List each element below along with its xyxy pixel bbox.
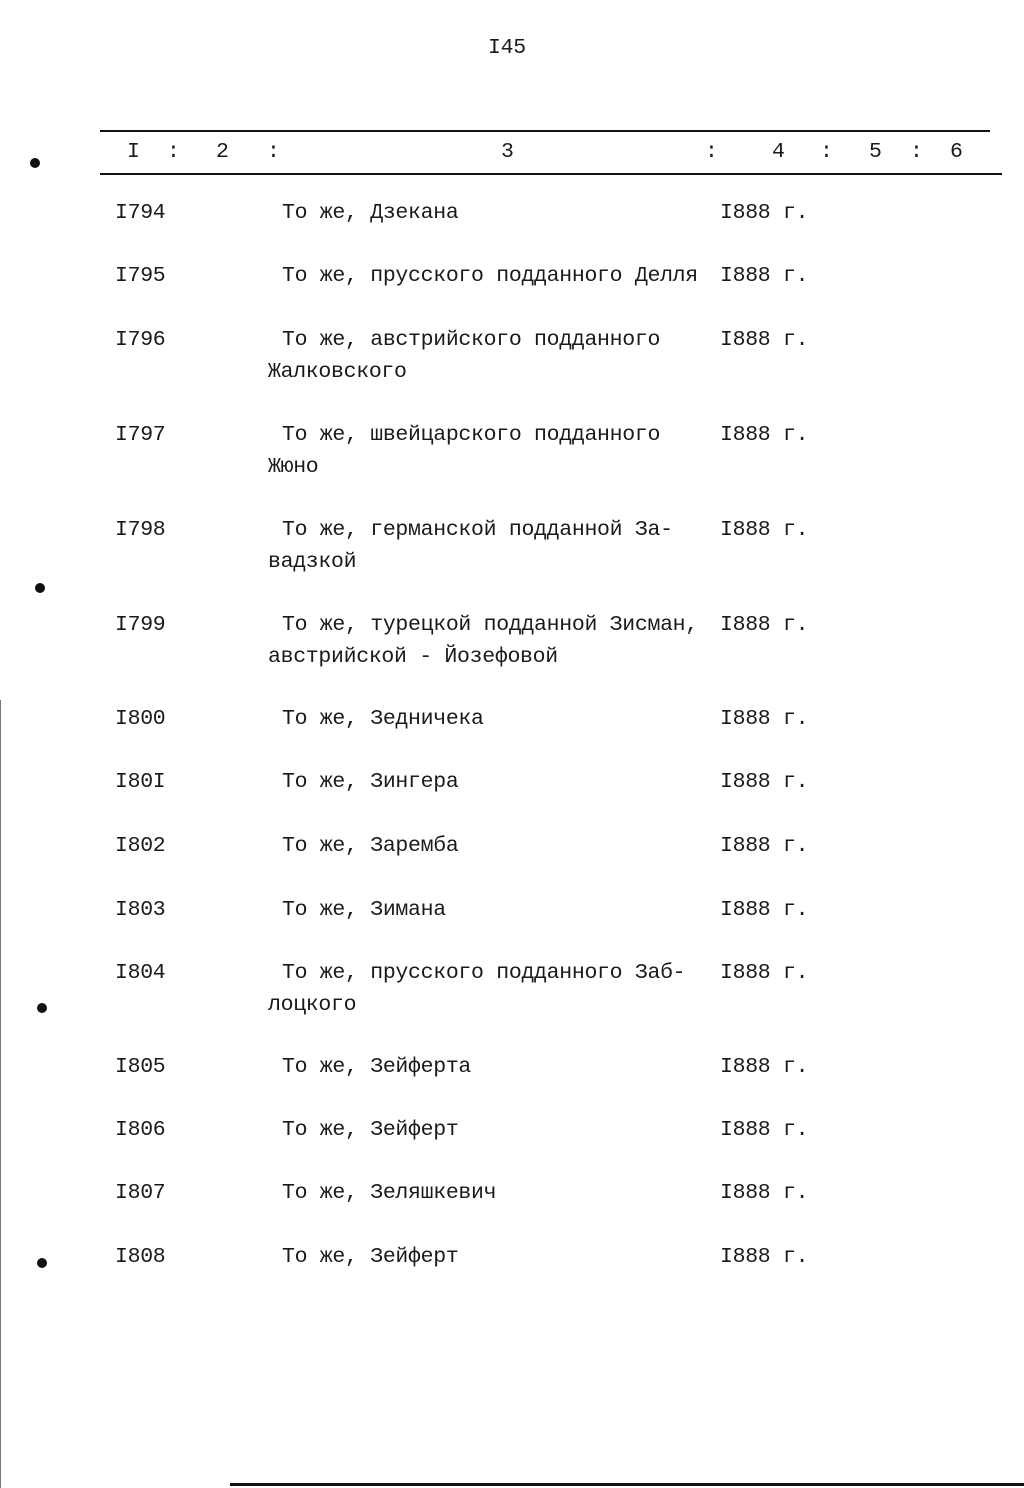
table-row xyxy=(0,960,1024,1020)
item-description: То же, турецкой подданной Зисман, xyxy=(282,613,698,637)
item-year: I888 г. xyxy=(720,1118,809,1142)
item-number: I808 xyxy=(115,1245,166,1269)
item-year: I888 г. xyxy=(720,770,809,794)
item-year: I888 г. xyxy=(720,1181,809,1205)
header-col-3: 3 xyxy=(501,140,514,164)
item-number: I805 xyxy=(115,1055,166,1079)
table-row xyxy=(0,1054,1024,1114)
item-number: I795 xyxy=(115,264,166,288)
item-year: I888 г. xyxy=(720,328,809,352)
item-description: То же, Зедничека xyxy=(282,707,484,731)
item-year: I888 г. xyxy=(720,264,809,288)
header-col-5: 5 xyxy=(869,140,882,164)
header-col-6: 6 xyxy=(950,140,963,164)
bottom-edge-line xyxy=(230,1483,1024,1486)
item-description: То же, Зейферта xyxy=(282,1055,472,1079)
table-row xyxy=(0,706,1024,766)
header-col-1: I xyxy=(127,140,140,164)
table-row xyxy=(0,833,1024,893)
item-description: То же, Заремба xyxy=(282,834,459,858)
item-description: То же, германской подданной За- xyxy=(282,518,673,542)
item-description: То же, австрийского подданного xyxy=(282,328,661,352)
table-row xyxy=(0,517,1024,577)
item-number: I802 xyxy=(115,834,166,858)
item-number: I799 xyxy=(115,613,166,637)
punch-hole-mark xyxy=(37,1003,47,1013)
table-row xyxy=(0,327,1024,387)
item-year: I888 г. xyxy=(720,518,809,542)
item-year: I888 г. xyxy=(720,613,809,637)
header-separator: : xyxy=(267,140,280,164)
header-separator: : xyxy=(820,140,833,164)
item-description-continued: лоцкого xyxy=(268,993,357,1017)
item-description: То же, Зеляшкевич xyxy=(282,1181,497,1205)
item-description: То же, Зингера xyxy=(282,770,459,794)
item-number: I807 xyxy=(115,1181,166,1205)
header-col-4: 4 xyxy=(772,140,785,164)
item-description: То же, Зейферт xyxy=(282,1245,459,1269)
table-row xyxy=(0,200,1024,260)
item-description: То же, прусского подданного Делля xyxy=(282,264,698,288)
item-year: I888 г. xyxy=(720,707,809,731)
table-row xyxy=(0,612,1024,672)
item-number: I803 xyxy=(115,898,166,922)
item-description-continued: вадзкой xyxy=(268,550,357,574)
table-row xyxy=(0,769,1024,829)
table-row xyxy=(0,263,1024,323)
header-top-rule xyxy=(100,130,990,132)
page-number: I45 xyxy=(488,36,526,60)
header-separator: : xyxy=(167,140,180,164)
item-year: I888 г. xyxy=(720,423,809,447)
item-number: I80I xyxy=(115,770,166,794)
item-number: I794 xyxy=(115,201,166,225)
table-row xyxy=(0,1244,1024,1304)
item-description: То же, Зимана xyxy=(282,898,446,922)
item-description: То же, прусского подданного Заб- xyxy=(282,961,686,985)
punch-hole-mark xyxy=(35,583,45,593)
item-year: I888 г. xyxy=(720,1055,809,1079)
item-number: I798 xyxy=(115,518,166,542)
item-year: I888 г. xyxy=(720,201,809,225)
item-year: I888 г. xyxy=(720,1245,809,1269)
item-number: I796 xyxy=(115,328,166,352)
item-number: I800 xyxy=(115,707,166,731)
punch-hole-mark xyxy=(30,158,40,168)
item-description: То же, швейцарского подданного xyxy=(282,423,661,447)
item-year: I888 г. xyxy=(720,898,809,922)
item-number: I804 xyxy=(115,961,166,985)
header-separator: : xyxy=(910,140,923,164)
header-col-2: 2 xyxy=(216,140,229,164)
left-edge-line xyxy=(0,700,1,1488)
table-row xyxy=(0,1117,1024,1177)
item-year: I888 г. xyxy=(720,834,809,858)
table-row xyxy=(0,422,1024,482)
item-description-continued: Жюно xyxy=(268,455,319,479)
item-number: I797 xyxy=(115,423,166,447)
item-description-continued: Жалковского xyxy=(268,360,407,384)
table-row xyxy=(0,897,1024,957)
item-description: То же, Дзекана xyxy=(282,201,459,225)
item-description-continued: австрийской - Йозефовой xyxy=(268,645,558,669)
header-separator: : xyxy=(705,140,718,164)
item-number: I806 xyxy=(115,1118,166,1142)
punch-hole-mark xyxy=(37,1258,47,1268)
header-bottom-rule xyxy=(100,173,1002,175)
item-year: I888 г. xyxy=(720,961,809,985)
item-description: То же, Зейферт xyxy=(282,1118,459,1142)
table-row xyxy=(0,1180,1024,1240)
